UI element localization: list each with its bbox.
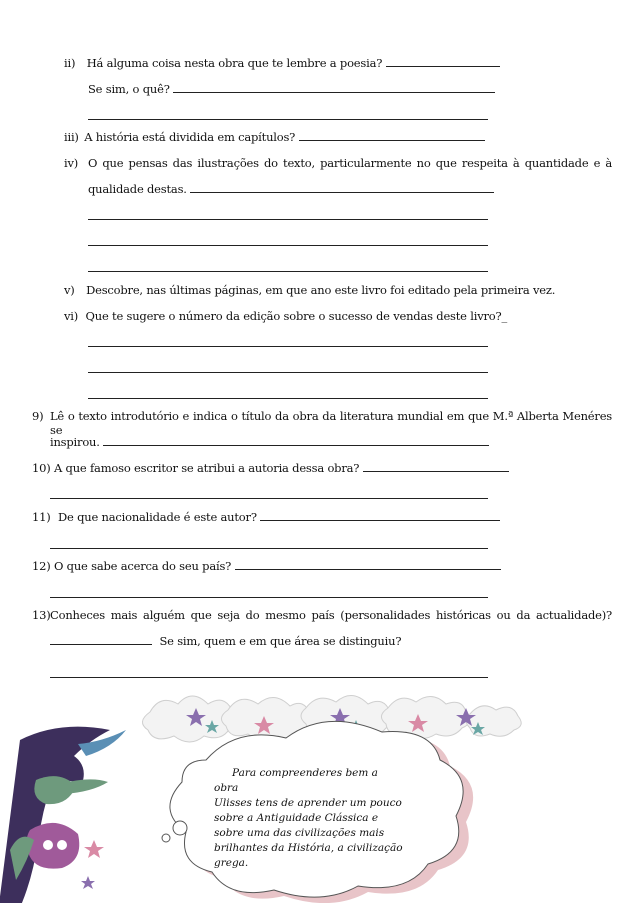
question-13-text: Conheces mais alguém que seja do mesmo país (personalidades históricas ou da actualidade)?	[50, 608, 612, 622]
question-v	[64, 283, 555, 297]
answer-line[interactable]	[88, 219, 488, 220]
answer-line[interactable]	[260, 510, 500, 521]
cloud-message	[214, 766, 404, 871]
answer-line[interactable]	[88, 245, 488, 246]
answer-line[interactable]	[299, 130, 485, 141]
question-10-label: 10)	[32, 461, 51, 475]
cloud-line: brilhantes da História, a civilização	[214, 842, 403, 854]
question-11-label: 11)	[32, 510, 51, 524]
answer-line[interactable]	[50, 498, 488, 499]
cloud-line: sobre a Antiguidade Clássica e	[214, 812, 379, 824]
witch-illustration	[0, 727, 126, 903]
question-9-label: 9)	[32, 409, 44, 423]
star-icon	[84, 840, 104, 858]
question-10	[32, 461, 509, 475]
answer-line[interactable]	[88, 372, 488, 373]
cloud-line: sobre uma das civilizações mais	[214, 827, 385, 839]
answer-line[interactable]	[386, 56, 500, 67]
answer-line[interactable]	[50, 677, 488, 678]
question-vi-text: Que te sugere o número da edição sobre o sucesso de vendas deste livro?_	[85, 309, 508, 323]
question-iv-label-wrap	[64, 156, 78, 170]
answer-line[interactable]	[50, 548, 488, 549]
question-13-label-wrap	[32, 608, 51, 622]
question-ii-sub	[88, 82, 495, 96]
question-ii-sub-text: Se sim, o quê?	[88, 82, 170, 96]
answer-line[interactable]	[190, 182, 494, 193]
question-10-text: A que famoso escritor se atribui a autoria dessa obra?	[54, 461, 360, 475]
cloud-line: Para compreenderes bem a obra	[214, 767, 378, 794]
question-vi-label: vi)	[64, 309, 79, 323]
question-12-text: O que sabe acerca do seu país?	[54, 559, 232, 573]
question-9-cont	[50, 435, 489, 449]
answer-line[interactable]	[235, 559, 501, 570]
answer-line[interactable]	[88, 271, 488, 272]
question-iv-label: iv)	[64, 156, 79, 170]
answer-line[interactable]	[88, 346, 488, 347]
question-13-cont	[50, 634, 401, 648]
question-ii	[64, 56, 500, 70]
answer-line[interactable]	[88, 119, 488, 120]
question-ii-text: Há alguma coisa nesta obra que te lembre a poesia?	[86, 56, 383, 70]
question-12	[32, 559, 501, 573]
question-iii	[64, 130, 485, 144]
question-9-label-wrap	[32, 409, 43, 423]
question-iii-label: iii)	[64, 130, 79, 144]
question-ii-label: ii)	[64, 56, 76, 70]
question-13-label: 13)	[32, 608, 51, 622]
answer-line[interactable]	[173, 82, 495, 93]
question-11	[32, 510, 500, 524]
question-11-text: De que nacionalidade é este autor?	[58, 510, 257, 524]
question-v-label: v)	[64, 283, 75, 297]
answer-line[interactable]	[103, 435, 489, 446]
question-iv-cont-text: qualidade destas.	[88, 182, 187, 196]
question-iv-text: O que pensas das ilustrações do texto, particularmente no que respeita à quantidade e à	[88, 156, 612, 170]
question-vi	[64, 309, 507, 323]
cloud-line: grega.	[214, 857, 249, 869]
question-v-text: Descobre, nas últimas páginas, em que ano este livro foi editado pela primeira vez.	[86, 283, 556, 297]
answer-line[interactable]	[50, 597, 488, 598]
question-iv-cont	[88, 182, 494, 196]
question-iii-text: A história está dividida em capítulos?	[84, 130, 296, 144]
answer-line[interactable]	[363, 461, 509, 472]
star-icon	[81, 876, 95, 889]
answer-line[interactable]	[50, 634, 152, 645]
answer-line[interactable]	[88, 398, 488, 399]
cloud-line: Ulisses tens de aprender um pouco	[214, 797, 402, 809]
question-9-cont-text: inspirou.	[50, 435, 100, 449]
question-12-label: 12)	[32, 559, 51, 573]
question-13-cont-text: Se sim, quem e em que área se distinguiu?	[159, 634, 402, 648]
question-9-text: Lê o texto introdutório e indica o título da obra da literatura mundial em que M.ª Alberta Menéres se	[50, 409, 612, 437]
